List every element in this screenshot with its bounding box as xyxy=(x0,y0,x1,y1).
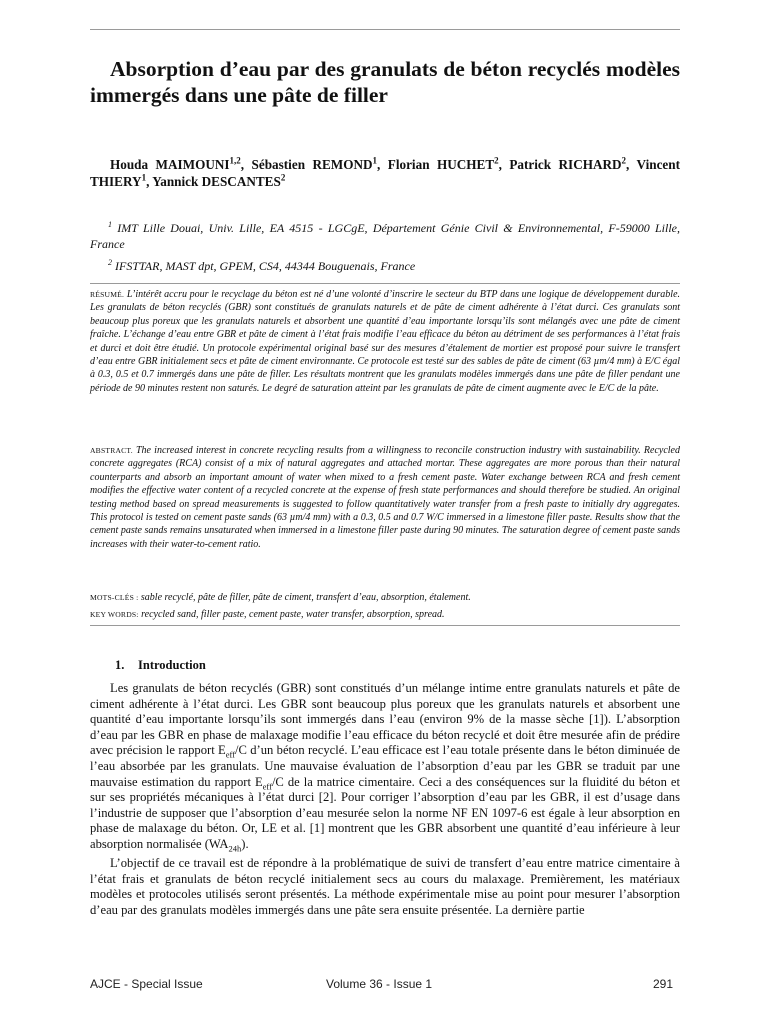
affiliation-2 xyxy=(90,259,680,275)
subscript: 24h xyxy=(228,843,242,854)
author-affil-sup: 1 xyxy=(141,172,147,183)
author-affil-sup: 2 xyxy=(494,155,499,166)
abstract-top-rule xyxy=(90,283,680,284)
footer-journal: AJCE - Special Issue xyxy=(90,977,203,991)
author xyxy=(509,157,636,172)
subscript: eff xyxy=(262,781,272,792)
resume-block xyxy=(90,288,680,395)
affiliation-text: IFSTTAR, MAST dpt, GPEM, CS4, 44344 Bouguenais, France xyxy=(115,259,416,273)
abstract-text: The increased interest in concrete recycling results from a willingness to reconcile construction industry with sustainability. Recycled concrete aggregates (RCA) consist of a mix of natural aggregates and attached mortar. These aggregates are more porous than their natural counterparts and absorb an important amount of water when mixed to a fresh cement paste. Water exchange between RCA and fresh cement modifies the effective water content of a recycled concrete at the expense of fresh state performances and should therefore be studied. An original testing method based on spread measurements is suggested to follow quantitatively water transfer from a fresh paste to initially dry aggregates. This protocol is tested on cement paste sands (63 µm/4 mm) with a 0.3, 0.5 and 0.7 W/C immersed in a limestone filler paste. Results show that the cement paste sands remains unsaturated when immersed in a limestone filler paste during 90 minutes. The saturation degree of cement paste sands increases with their water-to-cement ratio. xyxy=(90,445,680,550)
author-name: Patrick RICHARD xyxy=(509,157,622,172)
affiliation-1 xyxy=(90,221,680,252)
keywords-line xyxy=(90,608,680,621)
author-affil-sup: 1 xyxy=(372,155,378,166)
body-paragraph xyxy=(90,681,680,853)
text-run: ). xyxy=(241,836,249,851)
author-name: Vincent THIERY xyxy=(90,157,681,189)
author xyxy=(152,174,285,189)
top-rule xyxy=(90,29,680,30)
keywords-text: recycled sand, filler paste, cement paste, water transfer, absorption, spread. xyxy=(141,609,445,620)
section-heading xyxy=(115,658,206,673)
section-number: 1. xyxy=(115,658,125,672)
text-run: Les granulats de béton recyclés (GBR) sont constitués d’un mélange intime entre granulats naturels et pâte de ciment adhérente à l’état durci. Les GBR sont beaucoup plus poreux que les granulats naturels et absorbent une quantité d’eau importante lorsqu’ils sont immergés dans l’eau (environ 9% de la masse sèche [1]). L’absorption d’eau par les GBR en phase de malaxage modifie l’eau efficace du béton recyclé et doit être mesurée afin de prédire avec précision le rapport E xyxy=(90,681,680,758)
author-separator: , xyxy=(146,174,153,189)
text-run: /C d’un béton recyclé. L’eau efficace est l’eau totale présente dans le béton diminuée de l’eau absorbée par les granulats. Une mauvaise évaluation de l’absorption d’eau par les GBR se traduit par une mauvaise estimation du rapport E xyxy=(90,743,680,789)
mots-cles-text: sable recyclé, pâte de filler, pâte de ciment, transfert d’eau, absorption, étalement. xyxy=(140,592,471,603)
affiliation-number: 2 xyxy=(108,258,112,267)
mots-cles-label: MOTS-CLÉS : xyxy=(90,593,139,602)
author-name: Yannick DESCANTES xyxy=(152,174,281,189)
author-separator: , xyxy=(377,157,388,172)
body-paragraph: L’objectif de ce travail est de répondre à la problématique de suivi de transfert d’eau entre matrice cimentaire à l’état frais et granulats de béton recyclé initialement secs au cours du malaxage. Premièrement, les matériaux modèles et protocoles utilisés seront présentés. La méthode expérimentale mise au point pour mesurer l’absorption d’eau par des granulats modèles immergés dans une pâte sera ensuite présentée. La dernière partie xyxy=(90,856,680,917)
author xyxy=(388,157,510,172)
author-affil-sup: 2 xyxy=(621,155,627,166)
footer-volume: Volume 36 - Issue 1 xyxy=(326,977,433,991)
resume-label: RÉSUMÉ. xyxy=(90,290,125,299)
abstract-label: ABSTRACT. xyxy=(90,446,133,455)
abstract-block xyxy=(90,444,680,551)
author-separator: , xyxy=(240,157,252,172)
author-name: Florian HUCHET xyxy=(387,157,495,172)
affiliation-number: 1 xyxy=(108,220,112,229)
paper-title: Absorption d’eau par des granulats de béton recyclés modèles immergés dans une pâte de filler xyxy=(90,57,680,107)
author-separator: , xyxy=(626,157,637,172)
author-affil-sup: 2 xyxy=(280,172,286,183)
subscript: eff xyxy=(225,749,236,760)
footer-page-number: 291 xyxy=(653,977,674,991)
affiliation-text: IMT Lille Douai, Univ. Lille, EA 4515 - LGCgE, Département Génie Civil & Environnemental, F-59000 Lille, France xyxy=(90,221,680,251)
author xyxy=(110,157,252,172)
author-name: Houda MAIMOUNI xyxy=(110,157,230,172)
keywords-label: KEY WORDS: xyxy=(90,610,139,619)
author xyxy=(252,157,388,172)
mots-cles-line xyxy=(90,591,680,604)
author-separator: , xyxy=(498,157,510,172)
author-list xyxy=(90,156,680,190)
author-name: Sébastien REMOND xyxy=(251,157,373,172)
keywords-bottom-rule xyxy=(90,625,680,626)
author-affil-sup: 1,2 xyxy=(229,155,241,166)
resume-text: L’intérêt accru pour le recyclage du béton est né d’une volonté d’inscrire le secteur du BTP dans une logique de développement durable. Les granulats de béton recyclés (GBR) sont constitués de granulats naturels et de pâte de ciment adhérente à l’état durci. Ces granulats sont beaucoup plus poreux que les granulats naturels et absorbent une quantité d’eau importante lorsqu’ils sont mélangés avec une pâte de ciment fraîche. L’échange d’eau entre GBR et pâte de ciment à l’état frais modifie l’eau efficace du béton au détriment de ses performances à l’état frais et durci et doit être étudié. Un protocole expérimental original basé sur des mesures d’étalement de mortier est proposé pour suivre le transfert d’eau entre GBR initialement secs et pâte de ciment environnante. Ce protocole est testé sur des sables de pâte de ciment (63 µm/4 mm) à E/C égal à 0.3, 0.5 et 0.7 immergés dans une pâte de filler. Les résultats montrent que les granulats modèles immergés dans une pâte de filler pendant une période de 90 minutes restent non saturés. Le degré de saturation atteint par les granulats de pâte de ciment augmente avec le E/C de la pâte. xyxy=(90,289,681,394)
section-title: Introduction xyxy=(138,658,206,672)
text-run: /C de la matrice cimentaire. Ceci a des conséquences sur la fluidité du béton et sur ses propriétés mécaniques à l’état durci [2]. Pour corriger l’absorption d’eau par les GBR, il est d’usage dans l’industrie de supposer que l’absorption d’eau mesurée selon la norme NF EN 1097-6 est égale à leur absorption en phase de malaxage du béton. Or, LE et al. [1] montrent que les GBR absorbent une quantité d’eau inférieure à leur absorption normalisée (WA xyxy=(90,774,680,851)
